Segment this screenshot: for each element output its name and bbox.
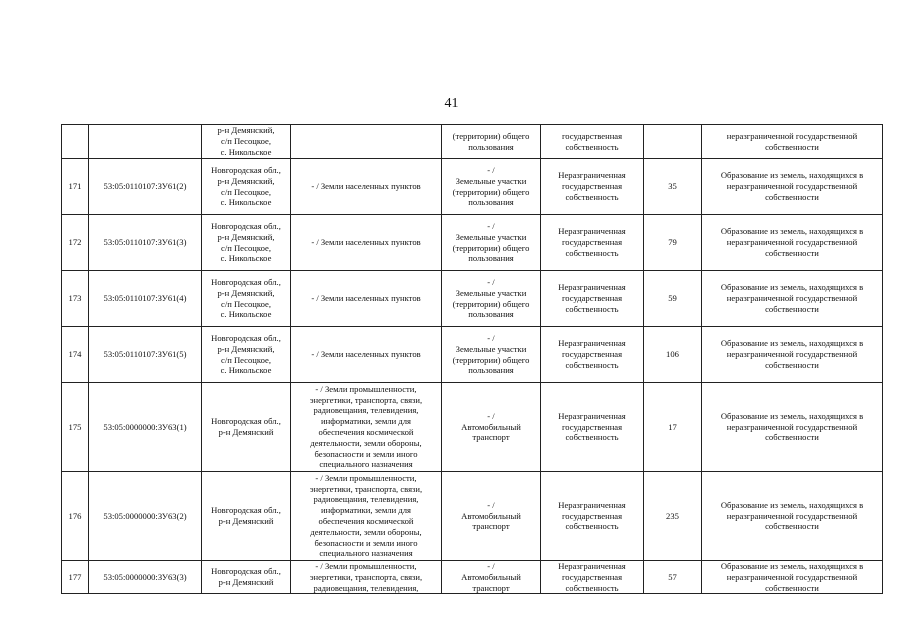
row-number-cell: 175 [62,383,89,472]
formation-method-cell: Образование из земель, находящихся в неразграниченной государственной собственности [702,159,883,215]
formation-method-cell: Образование из земель, находящихся в неразграниченной государственной собственности [702,271,883,327]
cadastral-number-cell [89,125,202,159]
table-row [62,327,883,383]
location-cell: Новгородская обл., р-н Демянский, с/п Песоцкое, с. Никольское [202,271,291,327]
cadastral-number-cell: 53:05:0110107:ЗУ61(4) [89,271,202,327]
cadastral-number-cell: 53:05:0000000:ЗУ63(3) [89,561,202,594]
location-cell: Новгородская обл., р-н Демянский [202,561,291,594]
land-category-cell: - / Земли населенных пунктов [291,271,442,327]
permitted-use-cell: - / Земельные участки (территории) общего пользования [442,327,541,383]
land-plots-table [61,124,883,594]
ownership-form-cell: Неразграниченная государственная собственность [541,472,644,561]
row-number-cell: 177 [62,561,89,594]
permitted-use-cell: - / Земельные участки (территории) общего пользования [442,159,541,215]
location-cell: р-н Демянский, с/п Песоцкое, с. Никольское [202,125,291,159]
formation-method-cell: Образование из земель, находящихся в неразграниченной государственной собственности [702,327,883,383]
table-row [62,159,883,215]
row-number-cell: 174 [62,327,89,383]
land-category-cell: - / Земли населенных пунктов [291,215,442,271]
permitted-use-cell: (территории) общего пользования [442,125,541,159]
row-number-cell: 172 [62,215,89,271]
area-value-cell: 59 [644,271,702,327]
area-value-cell: 35 [644,159,702,215]
permitted-use-cell: - / Земельные участки (территории) общего пользования [442,271,541,327]
location-cell: Новгородская обл., р-н Демянский, с/п Песоцкое, с. Никольское [202,327,291,383]
row-number-cell: 173 [62,271,89,327]
ownership-form-cell: Неразграниченная государственная собственность [541,159,644,215]
permitted-use-cell: - / Земельные участки (территории) общего пользования [442,215,541,271]
formation-method-cell: Образование из земель, находящихся в неразграниченной государственной собственности [702,472,883,561]
row-number-cell: 171 [62,159,89,215]
table-row [62,472,883,561]
land-category-cell [291,125,442,159]
ownership-form-cell: Неразграниченная государственная собственность [541,271,644,327]
cadastral-number-cell: 53:05:0110107:ЗУ61(2) [89,159,202,215]
permitted-use-cell: - / Автомобильный транспорт [442,472,541,561]
area-value-cell: 57 [644,561,702,594]
table-row [62,561,883,594]
area-value-cell: 79 [644,215,702,271]
permitted-use-cell: - / Автомобильный транспорт [442,561,541,594]
ownership-form-cell: Неразграниченная государственная собственность [541,215,644,271]
page-number: 41 [444,96,459,111]
cadastral-number-cell: 53:05:0000000:ЗУ63(2) [89,472,202,561]
area-value-cell: 106 [644,327,702,383]
location-cell: Новгородская обл., р-н Демянский, с/п Песоцкое, с. Никольское [202,159,291,215]
ownership-form-cell: Неразграниченная государственная собственность [541,327,644,383]
land-category-cell: - / Земли населенных пунктов [291,159,442,215]
table-row [62,271,883,327]
area-value-cell: 17 [644,383,702,472]
location-cell: Новгородская обл., р-н Демянский [202,383,291,472]
ownership-form-cell: Неразграниченная государственная собственность [541,561,644,594]
area-value-cell [644,125,702,159]
area-value-cell: 235 [644,472,702,561]
formation-method-cell: неразграниченной государственной собственности [702,125,883,159]
land-category-cell: - / Земли промышленности, энергетики, транспорта, связи, радиовещания, телевидения, информатики, земли для обеспечения космической деятельности, земли обороны, безопасности и земли иного специального назначения [291,472,442,561]
formation-method-cell: Образование из земель, находящихся в неразграниченной государственной собственности [702,215,883,271]
table-row [62,125,883,159]
formation-method-cell: Образование из земель, находящихся в неразграниченной государственной собственности [702,383,883,472]
formation-method-cell: Образование из земель, находящихся в неразграниченной государственной собственности [702,561,883,594]
cadastral-number-cell: 53:05:0000000:ЗУ63(1) [89,383,202,472]
land-category-cell: - / Земли промышленности, энергетики, транспорта, связи, радиовещания, телевидения, информатики, земли для обеспечения космической деятельности, земли обороны, безопасности и земли иного специального назначения [291,383,442,472]
cadastral-number-cell: 53:05:0110107:ЗУ61(5) [89,327,202,383]
row-number-cell [62,125,89,159]
cadastral-number-cell: 53:05:0110107:ЗУ61(3) [89,215,202,271]
location-cell: Новгородская обл., р-н Демянский [202,472,291,561]
table-row [62,383,883,472]
land-category-cell: - / Земли промышленности, энергетики, транспорта, связи, радиовещания, телевидения, [291,561,442,594]
row-number-cell: 176 [62,472,89,561]
ownership-form-cell: государственная собственность [541,125,644,159]
permitted-use-cell: - / Автомобильный транспорт [442,383,541,472]
table-row [62,215,883,271]
location-cell: Новгородская обл., р-н Демянский, с/п Песоцкое, с. Никольское [202,215,291,271]
ownership-form-cell: Неразграниченная государственная собственность [541,383,644,472]
land-category-cell: - / Земли населенных пунктов [291,327,442,383]
